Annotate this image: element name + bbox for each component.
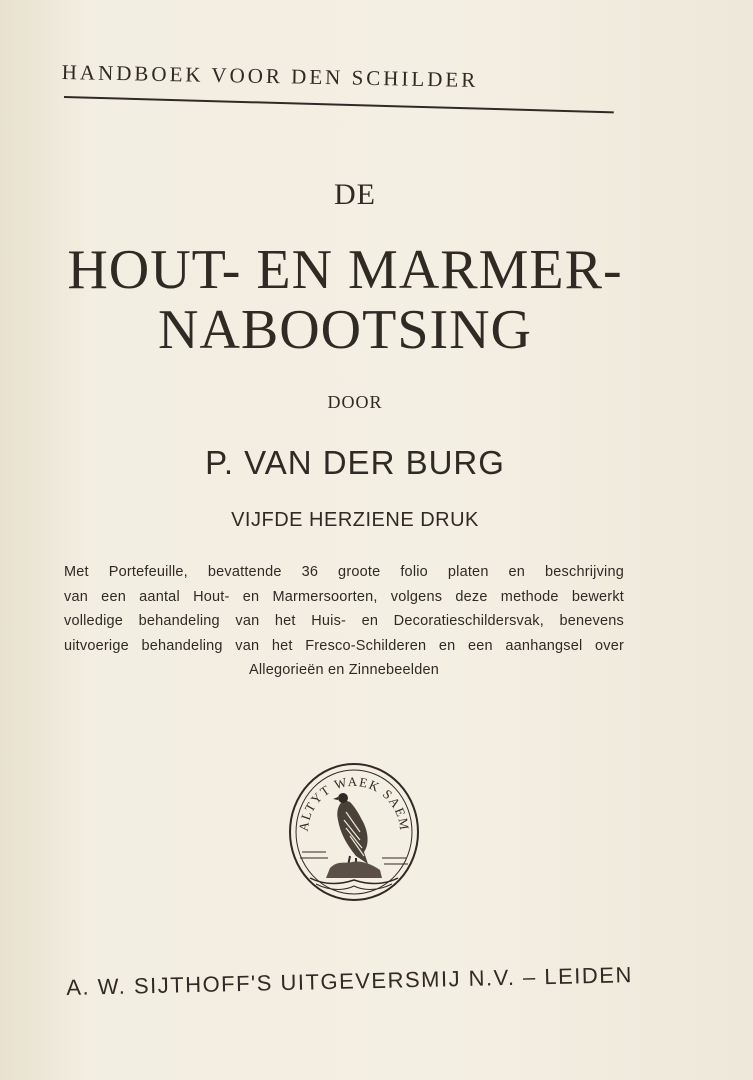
series-rule bbox=[64, 96, 614, 113]
by-label: DOOR bbox=[327, 392, 383, 412]
description-line: van een aantal Hout- en Marmersoorten, volgens deze methode bewerkt bbox=[64, 588, 624, 605]
edition-label: VIJFDE HERZIENE DRUK bbox=[231, 509, 479, 531]
description-line: volledige behandeling van het Huis- en Decoratieschildersvak, benevens bbox=[64, 613, 624, 629]
description bbox=[64, 560, 624, 683]
main-title-line-2: NABOOTSING bbox=[158, 299, 532, 361]
publisher-emblem bbox=[286, 760, 422, 904]
description-line: Allegorieën en Zinnebeelden bbox=[248, 662, 439, 678]
main-title-line-1: HOUT- EN MARMER- bbox=[67, 239, 623, 301]
emblem-motto: ALTYT WAEK SAEM bbox=[295, 773, 413, 833]
description-line: Met Portefeuille, bevattende 36 groote folio platen en beschrijving bbox=[64, 564, 624, 580]
publisher-imprint: A. W. SIJTHOFF'S UITGEVERSMIJ N.V. – LEIDEN bbox=[66, 962, 634, 1000]
description-line: uitvoerige behandeling van het Fresco-Schilderen en een aanhangsel over bbox=[64, 637, 624, 654]
title-article: DE bbox=[334, 178, 376, 211]
author-name: P. VAN DER BURG bbox=[205, 444, 505, 481]
eagle-icon bbox=[333, 793, 368, 868]
series-title: HANDBOEK VOOR DEN SCHILDER bbox=[61, 60, 479, 92]
